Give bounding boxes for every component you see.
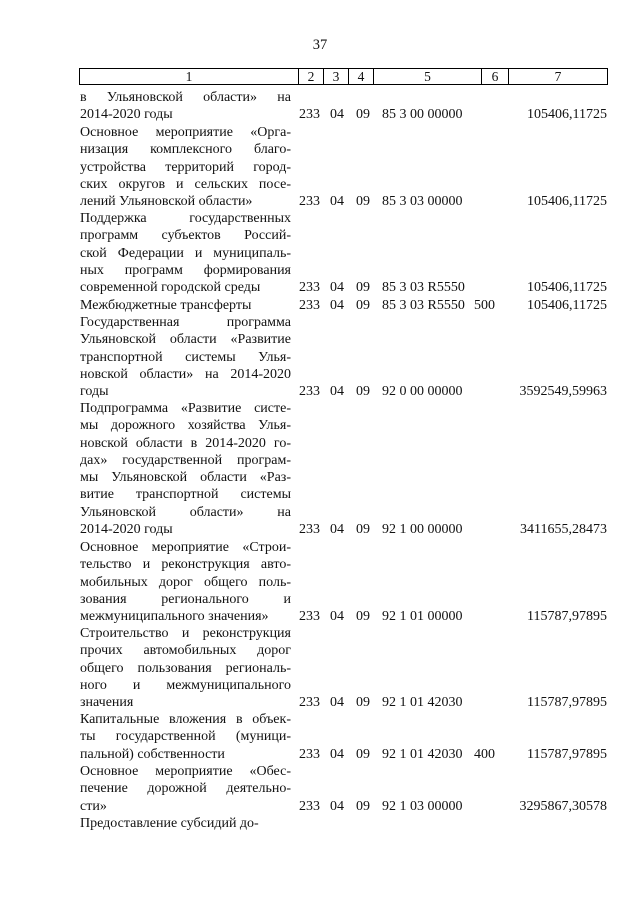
row-3-text-line: современной городской среды <box>80 280 261 295</box>
row-6-amount: 3411655,28473 <box>520 521 607 537</box>
row-4-csr-code: 85 3 03 R5550 <box>382 298 465 313</box>
row-9-vr-code: 400 <box>474 746 495 762</box>
row-1-gr-code: 233 <box>299 107 320 123</box>
row-2-text-line: устройства территорий город- <box>80 159 291 175</box>
row-8-rz-code: 04 <box>330 695 344 710</box>
row-3-text-line: ных программ формирования <box>80 262 291 278</box>
header-col-1: 1 <box>80 69 299 84</box>
row-3-text-line: ской Федерации и муниципаль- <box>80 245 291 261</box>
row-10-pr-code: 09 <box>356 798 370 814</box>
row-6-text-line: мы дорожного хозяйства Улья- <box>80 418 291 434</box>
row-6-gr-code: 233 <box>299 521 320 537</box>
row-1-pr-code: 09 <box>356 107 370 123</box>
header-col-2: 2 <box>299 69 324 84</box>
row-10-gr-code: 233 <box>299 798 320 814</box>
header-col-4: 4 <box>349 69 374 84</box>
row-9-pr-code: 09 <box>356 746 370 762</box>
header-col-6: 6 <box>482 69 509 84</box>
row-5-text-line: новской области» на 2014-2020 <box>80 366 291 382</box>
row-9-text-line: пальной) собственности <box>80 746 225 762</box>
row-3-gr-code: 233 <box>299 280 320 295</box>
row-8-pr-code: 09 <box>356 695 370 710</box>
row-5-text-line: годы <box>80 384 109 399</box>
row-7-text-line: тельство и реконструкция авто- <box>80 557 291 573</box>
row-10-csr-code: 92 1 03 00000 <box>382 798 463 814</box>
row-6-text-line: 2014-2020 годы <box>80 521 173 537</box>
header-col-5: 5 <box>374 69 482 84</box>
row-5-pr-code: 09 <box>356 384 370 399</box>
row-10-text-line: Основное мероприятие «Обес- <box>80 764 291 779</box>
row-5-gr-code: 233 <box>299 384 320 399</box>
row-10-text-line: сти» <box>80 798 107 814</box>
row-4-text-line: Межбюджетные трансферты <box>80 298 252 313</box>
row-6-text-line: новской области в 2014-2020 го- <box>80 435 291 451</box>
row-5-text-line: Государственная программа <box>80 315 291 330</box>
table-header <box>79 68 608 85</box>
row-3-text-line: Поддержка государственных <box>80 211 291 226</box>
row-8-text-line: ного и межмуниципального <box>80 677 291 693</box>
row-6-text-line: мы Ульяновской области «Раз- <box>80 470 291 485</box>
row-7-text-line: зования регионального и <box>80 591 291 607</box>
header-col-7: 7 <box>554 69 562 84</box>
row-8-amount: 115787,97895 <box>527 695 607 710</box>
row-5-text-line: транспортной системы Улья- <box>80 349 291 365</box>
row-3-amount: 105406,11725 <box>527 280 607 295</box>
row-7-rz-code: 04 <box>330 609 344 624</box>
row-5-text-line: Ульяновской области «Развитие <box>80 332 291 348</box>
row-6-csr-code: 92 1 00 00000 <box>382 521 463 537</box>
row-9-amount: 115787,97895 <box>527 746 607 762</box>
row-6-pr-code: 09 <box>356 521 370 537</box>
row-9-text-line: ты государственной (муници- <box>80 729 291 745</box>
row-3-csr-code: 85 3 03 R5550 <box>382 280 465 295</box>
row-1-rz-code: 04 <box>330 107 344 123</box>
row-9-rz-code: 04 <box>330 746 344 762</box>
row-7-text-line: мобильных дорог общего поль- <box>80 574 291 590</box>
row-7-amount: 115787,97895 <box>527 609 607 624</box>
row-6-text-line: Ульяновской области» на <box>80 504 291 520</box>
row-5-amount: 3592549,59963 <box>519 384 607 399</box>
row-3-text-line: программ субъектов Россий- <box>80 228 291 244</box>
row-8-csr-code: 92 1 01 42030 <box>382 695 463 710</box>
row-10-amount: 3295867,30578 <box>519 798 607 814</box>
row-2-csr-code: 85 3 03 00000 <box>382 194 463 209</box>
row-8-text-line: общего пользования региональ- <box>80 660 291 676</box>
row-7-text-line: Основное мероприятие «Строи- <box>80 540 291 555</box>
row-1-text-line: в Ульяновской области» на <box>80 90 291 105</box>
row-1-csr-code: 85 3 00 00000 <box>382 107 463 123</box>
row-2-text-line: ских округов и сельских посе- <box>80 176 291 192</box>
row-6-rz-code: 04 <box>330 521 344 537</box>
row-2-amount: 105406,11725 <box>527 194 607 209</box>
row-7-text-line: межмуниципального значения» <box>80 609 269 624</box>
row-1-amount: 105406,11725 <box>527 107 607 123</box>
row-8-text-line: значения <box>80 695 134 710</box>
row-5-csr-code: 92 0 00 00000 <box>382 384 463 399</box>
row-4-rz-code: 04 <box>330 298 344 313</box>
row-7-pr-code: 09 <box>356 609 370 624</box>
row-8-gr-code: 233 <box>299 695 320 710</box>
row-9-csr-code: 92 1 01 42030 <box>382 746 463 762</box>
row-2-text-line: лений Ульяновской области» <box>80 194 253 209</box>
row-11-text-line: Предоставление субсидий до- <box>80 816 259 831</box>
row-3-pr-code: 09 <box>356 280 370 295</box>
row-6-text-line: витие транспортной системы <box>80 487 291 503</box>
row-2-pr-code: 09 <box>356 194 370 209</box>
row-2-text-line: низация комплексного благо- <box>80 142 291 158</box>
row-3-rz-code: 04 <box>330 280 344 295</box>
row-9-text-line: Капитальные вложения в объек- <box>80 712 291 727</box>
row-4-gr-code: 233 <box>299 298 320 313</box>
row-9-gr-code: 233 <box>299 746 320 762</box>
row-8-text-line: Строительство и реконструкция <box>80 626 291 641</box>
row-2-gr-code: 233 <box>299 194 320 209</box>
row-4-pr-code: 09 <box>356 298 370 313</box>
row-6-text-line: Подпрограмма «Развитие систе- <box>80 401 291 416</box>
row-2-text-line: Основное мероприятие «Орга- <box>80 125 291 140</box>
row-7-gr-code: 233 <box>299 609 320 624</box>
header-col-3: 3 <box>324 69 349 84</box>
row-2-rz-code: 04 <box>330 194 344 209</box>
row-5-rz-code: 04 <box>330 384 344 399</box>
row-7-csr-code: 92 1 01 00000 <box>382 609 463 624</box>
row-10-rz-code: 04 <box>330 798 344 814</box>
row-10-text-line: печение дорожной деятельно- <box>80 781 291 797</box>
row-4-vr-code: 500 <box>474 298 495 313</box>
row-6-text-line: дах» государственной програм- <box>80 452 291 468</box>
row-4-amount: 105406,11725 <box>527 298 607 313</box>
page-number: 37 <box>312 37 328 53</box>
row-1-text-line: 2014-2020 годы <box>80 107 173 123</box>
row-8-text-line: прочих автомобильных дорог <box>80 643 291 659</box>
